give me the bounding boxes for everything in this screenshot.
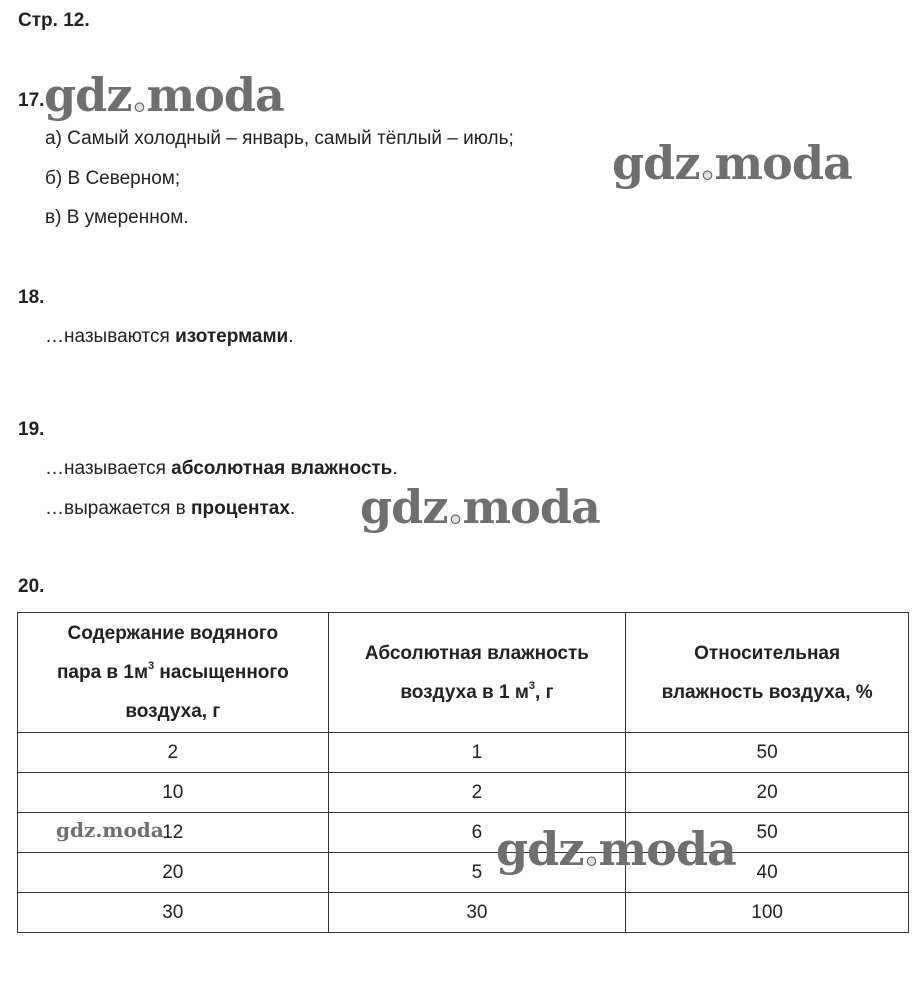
- table-row: [18, 893, 909, 933]
- table-header-row: [18, 613, 909, 733]
- table-cell: 2: [18, 733, 329, 773]
- q18-suffix: .: [288, 326, 294, 347]
- question-17-number: 17.: [18, 90, 45, 111]
- table-row: [18, 853, 909, 893]
- table-row: [18, 773, 909, 813]
- table-cell: 30: [328, 893, 626, 933]
- watermark-logo: gdz.moda: [612, 136, 852, 190]
- q19-line2-suffix: .: [289, 498, 296, 519]
- header-absolute-humidity: Абсолютная влажность воздуха в 1 $м^3$, г: [328, 613, 626, 733]
- header-relative-humidity: Относительная влажность воздуха, %: [626, 613, 909, 733]
- table-cell: 100: [626, 893, 909, 933]
- watermark-logo: gdz.moda: [44, 68, 284, 122]
- table-cell: 50: [626, 813, 909, 853]
- page-title: Стр. 12.: [18, 10, 90, 31]
- q19-answer-line1: [45, 458, 398, 480]
- q18-bold-term: изотермами: [175, 326, 289, 347]
- header-saturated-vapor: Содержание водяного пара в $1м^3$ насыщенного воздуха, г: [18, 613, 329, 733]
- q17-answer-c: в) В умеренном.: [45, 207, 189, 228]
- q18-answer: [45, 326, 293, 348]
- question-20-number: 20.: [18, 576, 45, 597]
- watermark-logo: gdz.moda: [496, 822, 736, 876]
- table-cell: 1: [328, 733, 626, 773]
- table-cell: 40: [626, 853, 909, 893]
- q19-answer-line2: [45, 498, 295, 520]
- table-cell: 30: [18, 893, 329, 933]
- q18-prefix: …называются: [45, 326, 176, 347]
- q19-line2-bold: процентах: [191, 498, 290, 519]
- q19-line1-bold: абсолютная влажность: [171, 458, 393, 479]
- q19-line1-suffix: .: [392, 458, 398, 479]
- table-cell: 50: [626, 733, 909, 773]
- table-cell: 2: [328, 773, 626, 813]
- question-18-number: 18.: [18, 287, 45, 308]
- table-cell: 5: [328, 853, 626, 893]
- watermark-logo: gdz.moda: [360, 480, 600, 534]
- q19-line2-prefix: …выражается в: [45, 498, 192, 519]
- table-cell: 10: [18, 773, 329, 813]
- question-19-number: 19.: [18, 419, 45, 440]
- table-cell: 20: [626, 773, 909, 813]
- q17-answer-b: б) В Северном;: [45, 168, 181, 189]
- q19-line1-prefix: …называется: [45, 458, 172, 479]
- table-row: [18, 733, 909, 773]
- q17-answer-a: а) Самый холодный – январь, самый тёплый – июль;: [45, 128, 514, 149]
- table-cell: 6: [328, 813, 626, 853]
- watermark-logo-small: gdz.moda: [56, 818, 164, 842]
- table-cell: 12: [18, 813, 329, 853]
- humidity-table: [17, 612, 909, 933]
- table-cell: 20: [18, 853, 329, 893]
